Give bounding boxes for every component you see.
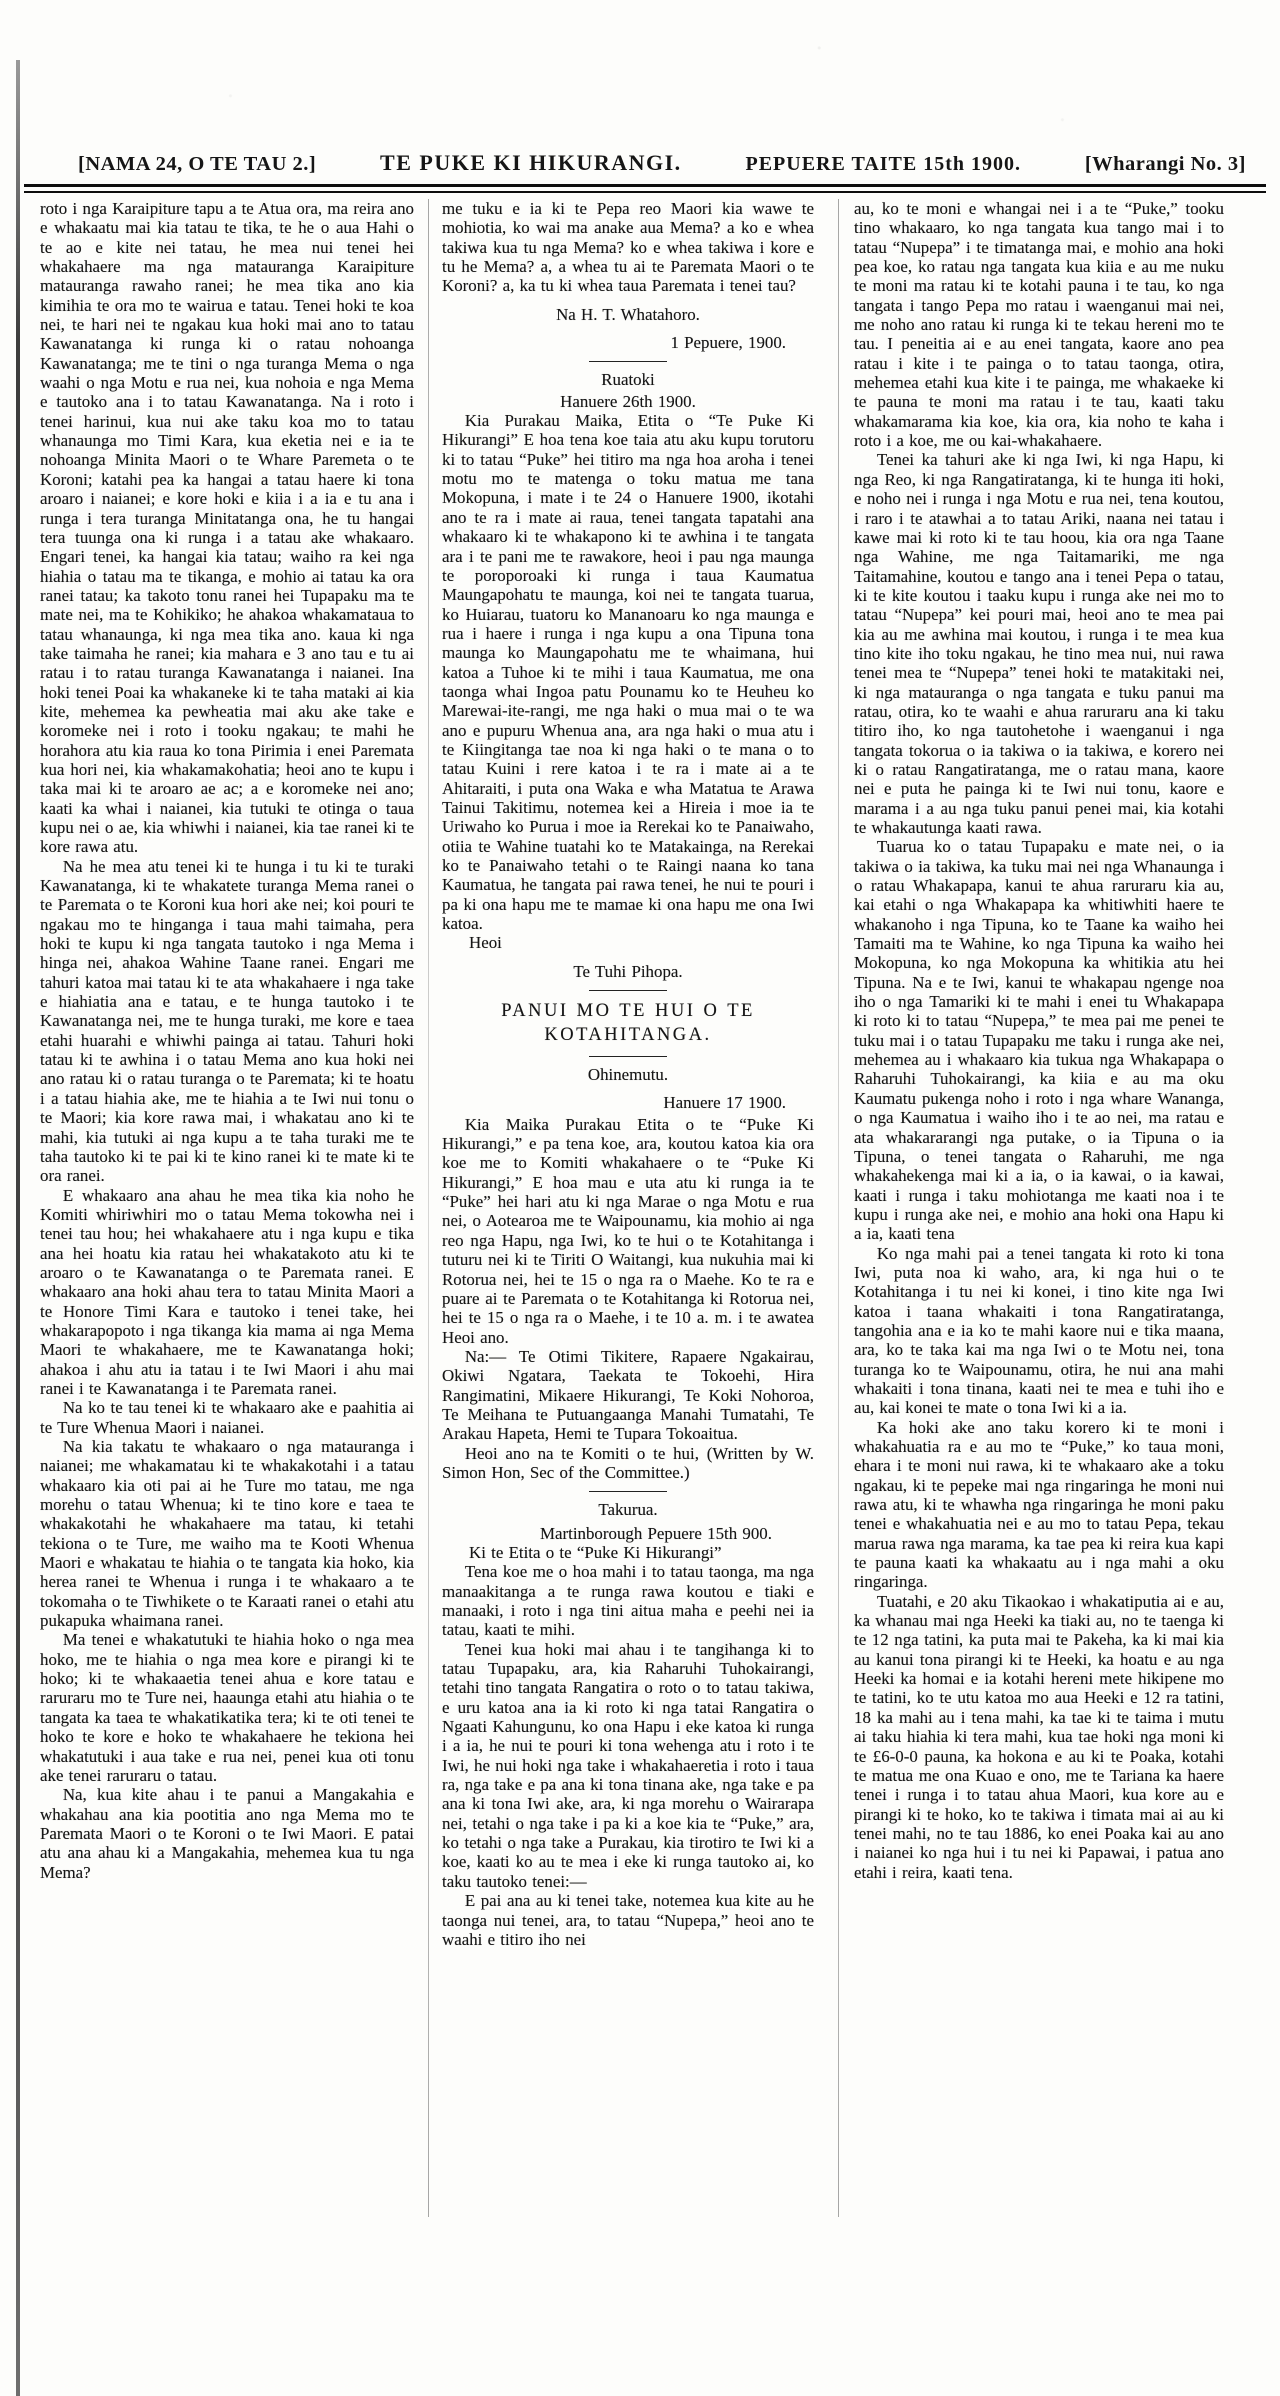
body-paragraph: Tuatahi, e 20 aku Tikaokao i whakatiputia ai e au, ka whanau mai nga Heeki ka tiaki au, no te taenga ki te 12 nga tatini, ka puta mai te Pakeha, ka ki mai kia au kanui tona pirangi ki te Heeki, ka hoatu e au nga Heeki ka homai e ia kotahi hereni mete hikipene mo te tatini, ko te utu katoa mo aua Heeki e 12 ra tatini, 18 ka mahi au i tena mahi, ka tae ki te taima i mutu ai taku hiahia ki tera mahi, kua tae hoki nga moni ki te £6-0-0 pauna, ka hokona e au ki te Poaka, kotahi te matua me ona Kuao e ono, me te Tariana ka haere tenei i runga i to tatau ahua Maori, kua kore au e pirangi ki te hoko, ko te takiwa i timata mai ai au ki tenei mahi, no te tau 1886, ko enei Poaka kai au ano i naianei ko nga hui i tu nei ki Papawai, i patua ano etahi i reira, kaati tena. (854, 1591, 1224, 1882)
masthead-rule (24, 184, 1266, 193)
body-paragraph: Tenei kua hoki mai ahau i te tangihanga ki to tatau Tupapaku, ara, kia Raharuhi Tuhokairangi, tetahi tino tangata Rangatira o roto o to tatau takiwa, e uru katoa ana ia ki roto ki nga tatai Rangatira o Ngaati Kahungunu, ko ona Hapu i eke katoa ki runga i a ia, he nui te pouri ki tona wehenga atu i roto i te Iwi, he nui hoki nga take i whakahaeretia i roto i taua ra, nga take e pa ana ki tona tinana ake, nga take e pa ana ki tona Iwi ake, ara, ki nga morehu o Wairarapa nei, tetahi o nga take i pa ki a koe kia te “Puke,” ara, ko tetahi o nga take a Purakau, kia tirotiro te Iwi ki a koe, kaati ko au te mea i eke ki runga tautoko ai, ko taku tautoko tenei:— (442, 1639, 814, 1891)
dateline: 1 Pepuere, 1900. (670, 333, 786, 353)
separator-rule (589, 1056, 667, 1057)
body-paragraph: E whakaaro ana ahau he mea tika kia noho he Komiti whiriwhiri mo o tatau Mema tokowha nei i tenei tau hou; hei whakahaere atu i nga kupu e tika ana hei hoatu kia ratau hei whakatakoto atu ki te aroaro o te Kawanatanga o te Paremata ranei. E whakaaro ana hoki ahau tera to tatau Minita Maori a te Honore Timi Kara e tautoko i tenei take, hei whakarapopoto i nga tikanga kia mama ai nga Mema Maori te whakahaere, me te Kawanatanga hoki; ahakoa i ahu atu ia tatau i te Iwi Maori i ahu mai ranei i te Kawanatanga i te Paremata ranei. (40, 1185, 414, 1398)
body-paragraph: Na he mea atu tenei ki te hunga i tu ki te turaki Kawanatanga, ki te whakatete turanga Mema ranei o te Paremata o te Koroni kua hori ake nei; koi pouri te ngakau mo te hinganga i taua mahi taimaha, pera hoki te kupu ki nga tangata tautoko i nga Mema i hinga nei, ahakoa Wahine Taane ranei. Engari me tahuri katoa mai tatau ki te ata whakahaere i nga take e hiahiatia ana e tatau, e te hunga tautoko i te Kawanatanga nei, me te hunga turaki, me kore e taea etahi huarahi e whiwhi painga ai tatau. Tahuri hoki tatau ki te awhina i o tatau Mema ano kua hoki nei ano ratau ki o ratau turanga o te Paremata; ki te hoatu i a tatau hiahia ake, me te hiahia a te Iwi nui tonu o te Maori; kia kore rawa mai, i whakatau ano ki te mahi, kia tutuki ai nga kupu a te taha turaki me te taha tautoko ki te pai ki te kino ranei ki te mate ki te ora ranei. (40, 856, 414, 1186)
section-place-line: Ruatoki (601, 370, 655, 390)
section-place-line: Takurua. (598, 1500, 658, 1520)
signature-line: Na H. T. Whatahoro. (556, 304, 700, 324)
salutation-line: Heoi (469, 933, 502, 953)
text-column-1 (40, 199, 414, 2217)
masthead-page-number: [Wharangi No. 3] (1084, 153, 1246, 175)
masthead-issue-number: [NAMA 24, O TE TAU 2.] (78, 153, 317, 175)
section-place-line: Ohinemutu. (587, 1065, 669, 1085)
body-paragraph: au, ko te moni e whangai nei i a te “Puke,” tooku tino whakaaro, ko nga tangata kua tango mai i to tatau “Nupepa” i te timatanga mai, e mohio ana hoki pea koe, ko ratau nga tangata kua kiia e au me nuku te moni ma ratau ki te kotahi pauna i te tau, ko nga tangata i tango Pepa mo ratau i waenganui mai nei, me noho ano ratau ki runga ki te tekau hereni mo te tau. I peneitia ai e au enei tangata, kaore ano pea ratau i kite i te painga o to tatau taonga, otira, mehemea etahi kua kite i te painga, me whakaeke ki te pauna te moni ma ratau i te tau, kaati taku whakamarama kia koe, kia ora, kia noho te kaha i roto i a koe, me ou kai-whakahaere. (854, 199, 1224, 451)
body-paragraph: Na:— Te Otimi Tikitere, Rapaere Ngakairau, Okiwi Ngatara, Taekata te Tokoehi, Hira Rangimatini, Mikaere Hikurangi, Te Koki Nohoroa, Te Meihana te Putuangaanga Manahi Tumatahi, Te Arakau Hapeta, Hemi te Tupara Tokoaitua. (442, 1346, 814, 1444)
body-paragraph: Na ko te tau tenei ki te whakaaro ake e paahitia ai te Ture Whenua Maori i naianei. (40, 1398, 414, 1437)
body-paragraph: Na, kua kite ahau i te panui a Mangakahia e whakahau ana kia pootitia ano nga Mema mo te Paremata Maori o te Koroni o te Iwi Maori. E patai atu ana ahau ki a Mangakahia, mehemea kua tu nga Mema? (40, 1785, 414, 1882)
body-paragraph: me tuku e ia ki te Pepa reo Maori kia wawe te mohiotia, ko wai ma anake aua Mema? a ko e whea takiwa kua tu nga Mema? ko e whea takiwa i kore e tu he Mema? a, a whea tu ai te Paremata Maori o te Koroni? a, ka tu ki whea taua Paremata i tenei tau? (442, 199, 814, 296)
dateline: Hanuere 17 1900. (663, 1093, 786, 1113)
body-paragraph: Heoi ano na te Komiti o te hui, (Written by W. Simon Hon, Sec of the Committee.) (442, 1443, 814, 1482)
body-paragraph: Kia Purakau Maika, Etita o “Te Puke Ki Hikurangi” E hoa tena koe taia atu aku kupu torutoru ki to tatau “Puke” hei titiro ma nga hoa aroha i tenei motu mo te matenga o toku matua me tana Mokopuna, i mate i te 24 o Hanuere 1900, ikotahi ano te ra i mate ai raua, tenei tangata tapatahi ana whakaaro ki te whakapono ki te awhina i te tangata ara i te pani me te rawakore, heoi i pau nga maunga te poroporoaki ki runga i taua Kaumatua Maungapohatu te maunga, koi nei te tangata tuarua, ko Huiarau, tuatoru ko Mananoaru ko nga maunga e rua i haere i runga i nga kupu a ona Tipuna tona maunga ko Maungapohatu me te whaimana, hui katoa a Tuhoe ki te mihi i taua Kaumatua, me ona taonga whai Ingoa patu Pounamu ko te Heuheu ko Marewai-ite-rangi, me nga haki o mua mai o te wa ano e pupuru Whenua ana, ara nga haki o mua atu i te Kiingitanga tae noa ki nga haki o te mana o to tatau Kuini i rere katoa i te ra i mate ai a te Ahitaraiti, i puta ona Waka e wha Matatua te Arawa Tainui Takitimu, notemea kei a Hireia i moe ia te Uriwaho ko Purua i moe ia Rerekai ko te Panaiwaho, otiia te Wahine tuatahi ko te Matakainga, na Rerekai ko te Panaiwaho tetahi o te Raingi naana ko tana Kaumatua, he tangata pai rawa tenei, he nui te pouri i pa ki ona hapu me te mamae ki ona hapu me ona Iwi katoa. (442, 411, 814, 934)
scan-edge-artifact (16, 60, 20, 2396)
column-divider (428, 199, 429, 2217)
body-paragraph: roto i nga Karaipiture tapu a te Atua ora, ma reira ano e whakaatu mai kia tatau te tika, te he o aua Hahi o te ao e kite nei tatau, he mea nui tenei hei whakahaere ma nga matauranga Karaipiture matauranga rawaho ranei; he mea tika ano kia kimihia te ora mo te wairua e tatau. Tenei hoki te koa nei, te hari nei te ngakau kua hoki mai ano to tatau Kawanatanga ki runga ki o ratau nohoanga Kawanatanga; me te tini o nga turanga Mema o nga waahi o nga Motu e rua nei, kua nohoia e nga Mema e tautoko ana i to tatau Kawanatanga. Na i roto i tenei harinui, kua nui ake taku koa mo to tatau whanaunga mo Timi Kara, kua eketia nei e ia te nohoanga Minita Maori o te Whare Paremeta o te Koroni; katahi pea ka hangai a tatau haere ki tona aroaro i naianei; e kore hoki e kiia i a ia e tu ana i runga i tera turanga Minitatanga ona, he tu hangai tera tuunga ona ki runga i a tatau ake whakaaro. Engari tenei, ka hangai kia tatau; waiho ra kei nga hiahia o tatau ma te tikanga, e mohio ai tatau ka ora ranei tatau; ka takoto tonu ranei hei Tupapaku ma te mate nei, ma te Kohikiko; he ahakoa whakamataua to tatau whanaunga, ki nga mea tika ano. kaua ki nga take taimaha he ranei; kia mahara e 3 ano tau e tu ai ratau i to ratau turanga Kawanatanga i naianei. Ina hoki tenei Poai ka whakaneke ki te taha mataki ai kia kite, mehemea ka pewheatia mai aku ake take e koromeke nei i roto i tooku ngakau; te mahi he horahora atu kia raua ko tona Pirimia i enei Paremata kua hori nei, kia whakamakohatia; heoi ano te kupu i taka mai ki te aroaro ae ac; a e koromeke nei ano; kaati ka whai i naianei, kia tutuki te otinga o taua kupu nei o ae, kia whiwhi i naianei, kia tae ranei ki te kore rawa atu. (40, 199, 414, 857)
body-paragraph: Tuarua ko o tatau Tupapaku e mate nei, o ia takiwa o ia takiwa, ka tuku mai nei nga Whanaunga i o ratau Whakapapa, kanui te ahua raruraru kia au, kai etahi o nga Whakapapa ka whitiwhiti haere te whakanoho i nga Tipuna, ko te Taane ka waiho hei Tamaiti ma te Wahine, ko nga Tipuna ka waiho hei Mokopuna, ko nga Mokopuna ka whitikia atu hei Tipuna. Na e te Iwi, kanui te whakapau ngenge noa iho o nga Tamariki ki te mahi i enei tu Whakapapa ki roto ki to tatau “Nupepa,” te mea pai me penei te tuku mai i o tatau Tupapaku me taku i runga ake nei, mehemea au i whakaaro kia tukua nga Whakapapa o Raharuhi Tuhokairangi, ka kiia e au ma oku Kaumatu pukenga noho i roto i nga whare Wananga, o nga Kaumatua i waiho iho i te ao nei, ma ratau e ata whakararangi nga putake, o ia Tipuna o ia Tipuna, o tenei tangata o Raharuhi, me nga whakahekenga mai ki a ia, o ia kawai, o ia kawai, kaati i runga i taku mohiotanga me kaati noa i te kupu i runga ake nei, e mohio ana hoki ona Hapu ki a ia, kaati tena (854, 837, 1224, 1244)
body-paragraph: Ma tenei e whakatutuki te hiahia hoko o nga mea hoko, me te hiahia o nga mea kore e pirangi ki te hoko; ki te whakaaetia tenei ahua e kore tatau e raruraru mo te Ture nei, haaunga etahi atu hiahia o te tangata ka taea te whakatikatika tera; ki te oti tenei te hoko te kore e hoko te whakahaere he tekiona hei whakatutuki i aua take e rua nei, penei kua oti tonu ake tenei raruraru o tatau. (40, 1630, 414, 1785)
body-paragraph: Na kia takatu te whakaaro o nga matauranga i naianei; me whakamatau ki te whakakotahi i a tatau whakaaro kia oti pai ai he Ture mo tatau, me nga morehu o tatau Whenua; ki te tino kore e taea te whakakotahi he whakahaere ma tatau, ki tetahi tekiona o te Ture, me waiho ma te Kooti Whenua Maori e whakatau te hiahia o te tangata kia hoko, kia herea ranei te Whenua i runga i te whakaaro a te tokomaha o te Tiwhikete o te Karaati ranei o etahi atu pukapuka whaimana ranei. (40, 1437, 414, 1631)
masthead (78, 150, 1246, 176)
section-place-line: Hanuere 26th 1900. (560, 391, 696, 411)
separator-rule (589, 990, 667, 991)
salutation-line: Ki te Etita o te “Puke Ki Hikurangi” (469, 1542, 722, 1562)
signature-line: Te Tuhi Pihopa. (573, 961, 683, 981)
dateline: Martinborough Pepuere 15th 900. (540, 1523, 772, 1543)
body-paragraph: Ko nga mahi pai a tenei tangata ki roto ki tona Iwi, puta noa ki waho, ara, ki nga hui o te Kotahitanga i tu nei ki konei, i tino kite nga Iwi katoa i taana whakaiti i tona Rangatiratanga, tangohia ana e ia ko te mahi kaore nui e tika maana, ara, ko te taka kai ma nga Iwi o te Motu nei, tona turanga ko te Waipounamu, otira, he nui ana mahi whakaiti i tona tinana, kaati nei te mea e tuhi iho e au, kai konei te mate o tona Iwi ki a ia. (854, 1243, 1224, 1418)
text-column-3 (854, 199, 1224, 2217)
section-heading: PANUI MO TE HUI O TE KOTAHITANGA. (501, 1001, 755, 1046)
column-divider (838, 199, 839, 2217)
body-paragraph: Kia Maika Purakau Etita o te “Puke Ki Hikurangi,” e pa tena koe, ara, koutou katoa kia ora koe me to Komiti whakahaere o te “Puke Ki Hikurangi,” E hoa mau e uta atu ki runga ia te “Puke” hei hari atu ki nga Marae o nga Motu e rua nei, o Aotearoa me te Waipounamu, kia mohio ai nga reo nga Hapu, nga Iwi, ko te hui o te Kotahitanga i tuturu nei ki te Tiriti O Waitangi, kua nukuhia mai ki Rotorua nei, hei te 15 o nga ra o Maehe. Ko te ra e puare ai te Paremata o te Kotahitanga ki Rotorua nei, hei te 15 o nga ra o Maehe, i te 10 a. m. i te awatea Heoi ano. (442, 1114, 814, 1347)
masthead-date: PEPUERE TAITE 15th 1900. (745, 153, 1022, 175)
body-paragraph: Tena koe me o hoa mahi i to tatau taonga, ma nga manaakitanga a te runga rawa koutou e tiaki e manaaki, i roto i nga tini aitua maha e peehi nei ia tatau, kaati te mihi. (442, 1562, 814, 1640)
text-column-2 (442, 199, 814, 2217)
masthead-title: TE PUKE KI HIKURANGI. (380, 150, 682, 175)
body-paragraph: E pai ana au ki tenei take, notemea kua kite au he taonga nui tenei, ara, to tatau “Nupepa,” heoi ano te waahi e titiro iho nei (442, 1891, 814, 1949)
separator-rule (589, 361, 667, 362)
body-paragraph: Tenei ka tahuri ake ki nga Iwi, ki nga Hapu, ki nga Reo, ki nga Rangatiratanga, ki te hunga iti hoki, e noho nei i runga i nga Motu e rua nei, tena koutou, i raro i te atawhai a to tatau Ariki, naana nei tatau i kawe mai ki roto ki te tau hoou, kia ora nga Taane nga Wahine, me nga Taitamariki, me nga Taitamahine, koutou e tango ana i tenei Pepa o tatau, ki te kite koutou i taaku kupu i runga ake nei mo to tatau “Nupepa” kei pouri mai, heoi ano te mea pai kia au me awhina mai koutou, i runga i te mea kua tino kite iho toku ngakau, he tino mea nui, nui rawa tenei mea te “Nupepa” tenei hoki te matakitaki nei, ki nga matauranga o nga tangata e tuku panui ma ratau, otira, ko te waahi e ahua raruraru ana ki taku titiro iho, ko nga tautohetohe i waenganui i nga tangata tokorua o ia takiwa o ia takiwa, e korero nei ki o ratau Rangatiratanga, me o ratau mana, kaore nei e puta he painga ki te Iwi nui tonu, kaore e marama i a au nga tuku panui penei mai, kia kotahi te whakautunga kaati rawa. (854, 450, 1224, 837)
separator-rule (589, 1491, 667, 1492)
body-paragraph: Ka hoki ake ano taku korero ki te moni i whakahuatia ra e au mo te “Puke,” ko taua moni, ehara i te moni nui rawa, ki te whakaaro ake a toku ngakau, ki te pepeke mai nga ringaringa he moni nui rawa atu, ki te whawha nga ringaringa he moni paku tenei e whakahuatia nei e au mo to tatau Pepa, tekau marua rawa nga marama, ka tae pea ki reira kua kapi te pauna kaati ka whakaatu au i nga mahi a oku ringaringa. (854, 1417, 1224, 1592)
